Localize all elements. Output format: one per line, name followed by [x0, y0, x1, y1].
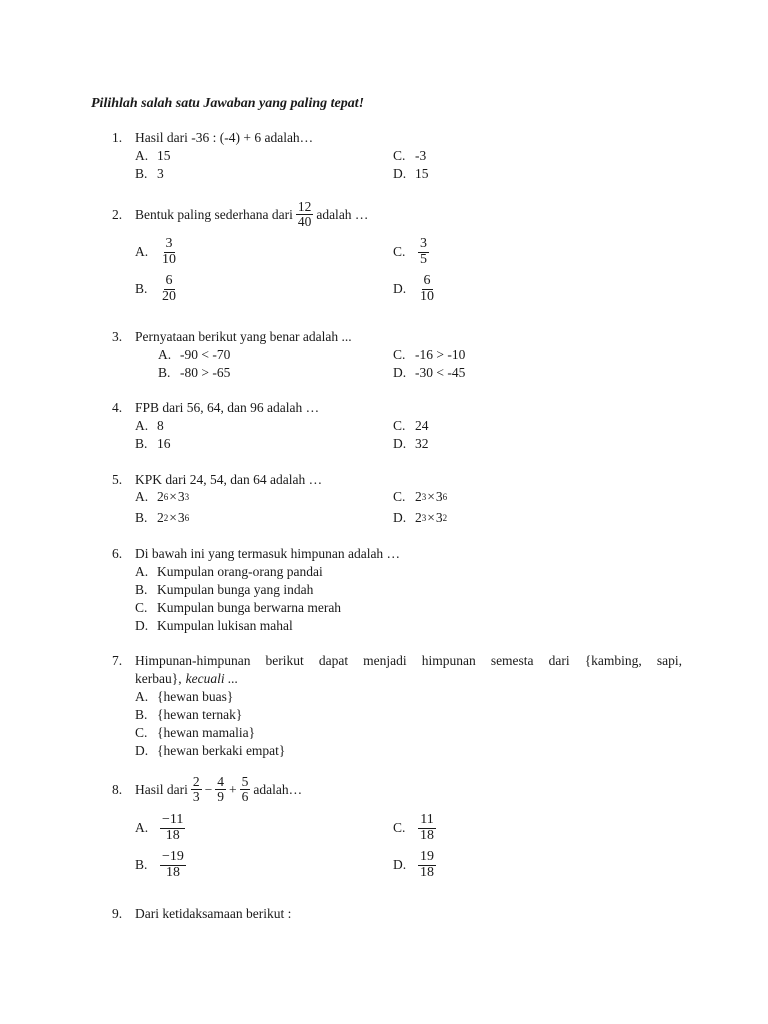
option-d[interactable]: D. $\frac{6}{10}$	[393, 273, 434, 304]
fraction: $\frac{19}{18}$	[420, 849, 434, 880]
option-d[interactable]: D. $\frac{19}{18}$	[393, 849, 434, 880]
option-b[interactable]: B. 16	[135, 436, 171, 451]
fraction: $\frac{12}{40}$	[297, 199, 312, 230]
option-a[interactable]: A. -90 < -70	[158, 347, 231, 362]
question-7: 7. Himpunan-himpunan berikut dapat menjadi himpunan semesta dari {kambing, sapi,	[112, 653, 682, 668]
option-d[interactable]: D. Kumpulan lukisan mahal	[135, 618, 293, 633]
fraction: $\frac{6}{20}$	[162, 273, 176, 304]
option-d[interactable]: D. 32	[393, 436, 429, 451]
option-b[interactable]: B. $\frac{6}{20}$	[135, 273, 176, 304]
fraction: $\frac{3}{5}$	[420, 236, 427, 267]
option-b[interactable]: B. {hewan ternak}	[135, 707, 243, 722]
option-a[interactable]: A. Kumpulan orang-orang pandai	[135, 564, 323, 579]
question-number: 1.	[112, 130, 123, 145]
option-a[interactable]: A. {hewan buas}	[135, 689, 234, 704]
option-c[interactable]: C. -3	[393, 148, 427, 163]
question-8: 8. Hasil dari $\frac{2}{3}$ − $\frac{4}{9}$ + $\frac{5}{6}$ adalah…	[112, 774, 303, 805]
question-9: 9. Dari ketidaksamaan berikut :	[112, 906, 292, 921]
question-text: Hasil dari -36 : (-4) + 6 adalah…	[135, 130, 314, 145]
fraction: $\frac{-19}{18}$	[162, 849, 184, 880]
option-a[interactable]: A. 2 6 × 3 3	[135, 489, 190, 504]
option-a[interactable]: A. $\frac{3}{10}$	[135, 236, 176, 267]
fraction: $\frac{3}{10}$	[162, 236, 176, 267]
question-3: 3. Pernyataan berikut yang benar adalah ...	[112, 329, 352, 344]
option-c[interactable]: C. Kumpulan bunga berwarna merah	[135, 600, 342, 615]
fraction: $\frac{6}{10}$	[420, 273, 434, 304]
question-1	[112, 130, 682, 146]
question-5: 5. KPK dari 24, 54, dan 64 adalah …	[112, 472, 323, 487]
option-d[interactable]: D. 15	[393, 166, 429, 181]
option-c[interactable]: C. -16 > -10	[393, 347, 466, 362]
option-a[interactable]: A. 15	[135, 148, 171, 163]
question-4: 4. FPB dari 56, 64, dan 96 adalah …	[112, 400, 320, 415]
question-6: 6. Di bawah ini yang termasuk himpunan adalah …	[112, 546, 401, 561]
question-7-line-2: kerbau}, kecuali ...	[135, 671, 239, 686]
option-b[interactable]: B. -80 > -65	[158, 365, 231, 380]
option-c[interactable]: C. 24	[393, 418, 429, 433]
option-b[interactable]: B. 3	[135, 166, 164, 181]
fraction: $\frac{2}{3}$	[192, 774, 200, 805]
option-d[interactable]: D. -30 < -45	[393, 365, 466, 380]
option-a[interactable]: A. 8	[135, 418, 164, 433]
option-b[interactable]: B. $\frac{-19}{18}$	[135, 849, 184, 880]
fraction: $\frac{5}{6}$	[241, 774, 249, 805]
option-c[interactable]: C. {hewan mamalia}	[135, 725, 256, 740]
option-b[interactable]: B. 2 2 × 3 6	[135, 510, 190, 525]
option-b[interactable]: B. Kumpulan bunga yang indah	[135, 582, 314, 597]
option-d[interactable]: D. {hewan berkaki empat}	[135, 743, 286, 758]
option-d[interactable]: D. 2 3 × 3 2	[393, 510, 448, 525]
fraction: $\frac{11}{18}$	[420, 812, 434, 843]
option-c[interactable]: C. $\frac{3}{5}$	[393, 236, 427, 267]
option-a[interactable]: A. $\frac{-11}{18}$	[135, 812, 184, 843]
question-2: 2. Bentuk paling sederhana dari $\frac{12}{40}$ adalah …	[112, 199, 369, 230]
fraction: $\frac{4}{9}$	[217, 774, 224, 805]
option-c[interactable]: C. 2 3 × 3 6	[393, 489, 448, 504]
instruction-heading: Pilihlah salah satu Jawaban yang paling tepat!	[91, 96, 365, 111]
fraction: $\frac{-11}{18}$	[162, 812, 184, 843]
option-c[interactable]: C. $\frac{11}{18}$	[393, 812, 434, 843]
